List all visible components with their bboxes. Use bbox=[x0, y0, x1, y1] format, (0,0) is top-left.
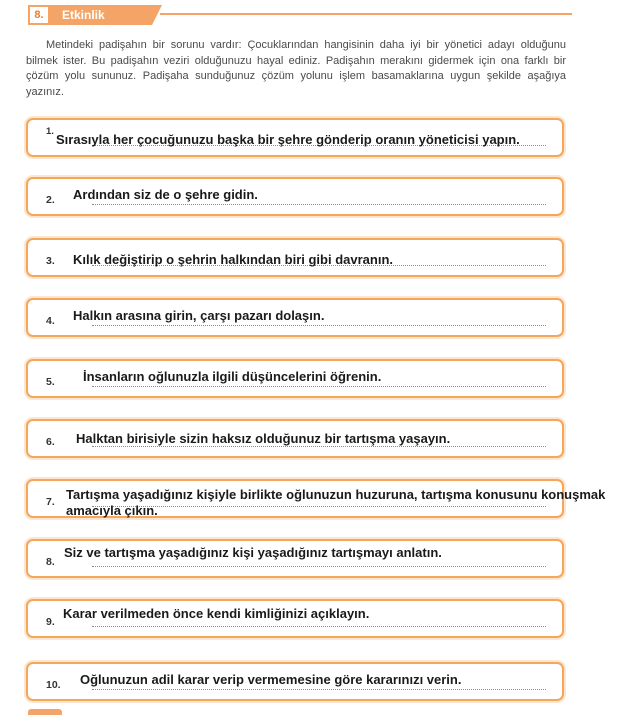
step-number: 3. bbox=[46, 255, 55, 267]
answer-box-2[interactable] bbox=[26, 177, 564, 216]
header-rule bbox=[160, 13, 572, 15]
step-number: 5. bbox=[46, 376, 55, 388]
handwritten-answer: Sırasıyla her çocuğunuzu başka bir şehre gönderip oranın yöneticisi yapın. bbox=[56, 132, 520, 147]
dotted-answer-line bbox=[92, 566, 546, 567]
answer-box-8[interactable] bbox=[26, 539, 564, 578]
instructions-paragraph: Metindeki padişahın bir sorunu vardır: Çocuklarından hangisinin daha iyi bir yönetici adayı olduğunu bilmek ister. Bu padişahın veziri olduğunuzu hayal ediniz. Padişahın merakını gidermek için ona farklı bir çözüm yolu sununuz. Padişaha sunduğunuz çözüm yolunu işlem basamaklarına uygun şekilde aşağıya yazınız. bbox=[26, 39, 566, 98]
step-number: 6. bbox=[46, 436, 55, 448]
dotted-answer-line bbox=[92, 204, 546, 205]
dotted-answer-line bbox=[92, 689, 546, 690]
handwritten-answer: Siz ve tartışma yaşadığınız kişi yaşadığınız tartışmayı anlatın. bbox=[64, 545, 442, 560]
handwritten-answer: Ardından siz de o şehre gidin. bbox=[73, 187, 258, 202]
answer-box-10[interactable] bbox=[26, 662, 564, 701]
activity-title: Etkinlik bbox=[62, 8, 105, 22]
handwritten-answer: Karar verilmeden önce kendi kimliğinizi açıklayın. bbox=[63, 606, 370, 621]
handwritten-answer: Halktan birisiyle sizin haksız olduğunuz bir tartışma yaşayın. bbox=[76, 431, 451, 446]
handwritten-answer: Tartışma yaşadığınız kişiyle birlikte oğlunuzun huzuruna, tartışma konusunu konuşmak amacıyla çıkın. bbox=[66, 487, 606, 518]
answer-box-1[interactable] bbox=[26, 118, 564, 157]
handwritten-answer: Kılık değiştirip o şehrin halkından biri gibi davranın. bbox=[73, 252, 393, 267]
answer-box-6[interactable] bbox=[26, 419, 564, 458]
step-number: 4. bbox=[46, 315, 55, 327]
answer-box-3[interactable] bbox=[26, 238, 564, 277]
handwritten-answer: İnsanların oğlunuzla ilgili düşüncelerini öğrenin. bbox=[83, 369, 382, 384]
step-number: 2. bbox=[46, 194, 55, 206]
handwritten-answer: Halkın arasına girin, çarşı pazarı dolaşın. bbox=[73, 308, 325, 323]
next-activity-tab bbox=[28, 709, 62, 715]
dotted-answer-line bbox=[92, 386, 546, 387]
header-tail bbox=[152, 5, 162, 25]
answer-box-5[interactable] bbox=[26, 359, 564, 398]
step-number: 10. bbox=[46, 679, 61, 691]
dotted-answer-line bbox=[92, 446, 546, 447]
step-number: 9. bbox=[46, 616, 55, 628]
handwritten-answer: Oğlunuzun adil karar verip vermemesine göre kararınızı verin. bbox=[80, 672, 462, 687]
answer-box-9[interactable] bbox=[26, 599, 564, 638]
activity-number-badge: 8. bbox=[28, 5, 50, 25]
step-number: 1. bbox=[46, 126, 54, 137]
step-number: 8. bbox=[46, 556, 55, 568]
dotted-answer-line bbox=[92, 325, 546, 326]
answer-box-4[interactable] bbox=[26, 298, 564, 337]
step-number: 7. bbox=[46, 496, 55, 508]
answer-box-7[interactable] bbox=[26, 479, 606, 518]
dotted-answer-line bbox=[92, 626, 546, 627]
